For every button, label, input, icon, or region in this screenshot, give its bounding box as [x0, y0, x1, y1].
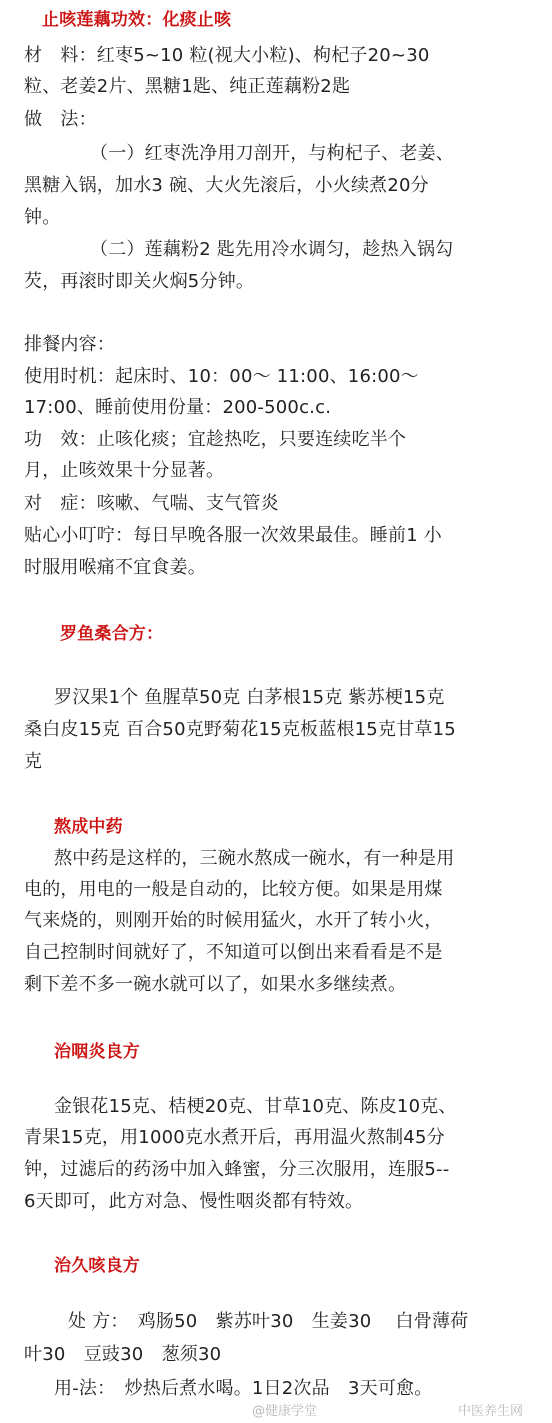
- text-line: 做 法：: [24, 109, 97, 130]
- section-title-pharyngitis: 治咽炎良方: [54, 1042, 140, 1062]
- text-line: 功 效：止咳化痰；宜趁热吃，只要连续吃半个: [24, 429, 407, 450]
- section-title-lotus-root: 止咳莲藕功效：化痰止咳: [42, 10, 232, 30]
- text-line: 使用时机：起床时、10：00～ 11:00、16:00～: [24, 366, 419, 387]
- text-line: 克: [24, 751, 43, 772]
- text-line: 气来烧的，则刚开始的时候用猛火，水开了转小火，: [24, 910, 443, 931]
- text-line: 用-法： 炒热后煮水喝。1日2次品 3天可愈。: [54, 1378, 433, 1399]
- text-line: 罗汉果1个 鱼腥草50克 白茅根15克 紫苏梗15克: [54, 687, 445, 708]
- text-line: 6天即可，此方对急、慢性咽炎都有特效。: [24, 1191, 364, 1212]
- site-watermark: 中医养生网: [458, 1404, 524, 1419]
- text-line: 自己控制时间就好了，不知道可以倒出来看看是不是: [24, 942, 443, 963]
- text-line: 青果15克，用1000克水煮开后，再用温火熬制45分: [24, 1127, 445, 1148]
- section-title-chronic-cough: 治久咳良方: [54, 1256, 140, 1276]
- text-line: 月，止咳效果十分显著。: [24, 460, 225, 481]
- text-line: 钟。: [24, 207, 61, 228]
- text-line: 黑糖入锅，加水3 碗、大火先滚后，小火续煮20分: [24, 175, 429, 196]
- text-line: 熬中药是这样的，三碗水熬成一碗水，有一种是用: [54, 848, 455, 869]
- text-line: 时服用喉痛不宜食姜。: [24, 557, 206, 578]
- text-line: 剩下差不多一碗水就可以了，如果水多继续煮。: [24, 974, 407, 995]
- text-line: 叶30 豆豉30 葱须30: [24, 1344, 222, 1365]
- text-line: 处 方： 鸡肠50 紫苏叶30 生姜30 白骨薄荷: [68, 1311, 469, 1332]
- text-line: 17:00、睡前使用份量：200-500c.c.: [24, 397, 332, 418]
- text-line: 对 症：咳嗽、气喘、支气管炎: [24, 493, 279, 514]
- section-title-decoction: 熬成中药: [54, 817, 123, 837]
- text-line: 材 料：红枣5~10 粒(视大小粒)、枸杞子20~30: [24, 45, 430, 66]
- text-line: （一）红枣洗净用刀剖开，与枸杞子、老姜、: [90, 143, 454, 164]
- text-line: （二）莲藕粉2 匙先用冷水调匀，趁热入锅勾: [90, 239, 454, 260]
- text-line: 电的，用电的一般是自动的，比较方便。如果是用煤: [24, 879, 443, 900]
- text-line: 贴心小叮咛：每日早晚各服一次效果最佳。睡前1 小: [24, 525, 442, 546]
- text-line: 金银花15克、桔梗20克、甘草10克、陈皮10克、: [54, 1096, 457, 1117]
- text-line: 粒、老姜2片、黑糖1匙、纯正莲藕粉2匙: [24, 76, 351, 97]
- text-line: 桑白皮15克 百合50克野菊花15克板蓝根15克甘草15: [24, 719, 456, 740]
- section-title-luo-yu-sang: 罗鱼桑合方：: [60, 624, 164, 644]
- text-line: 钟，过滤后的药汤中加入蜂蜜，分三次服用，连服5--: [24, 1159, 450, 1180]
- text-line: 芡，再滚时即关火焖5分钟。: [24, 271, 255, 292]
- text-line: 排餐内容：: [24, 334, 115, 355]
- weibo-watermark: @健康学堂: [252, 1404, 318, 1419]
